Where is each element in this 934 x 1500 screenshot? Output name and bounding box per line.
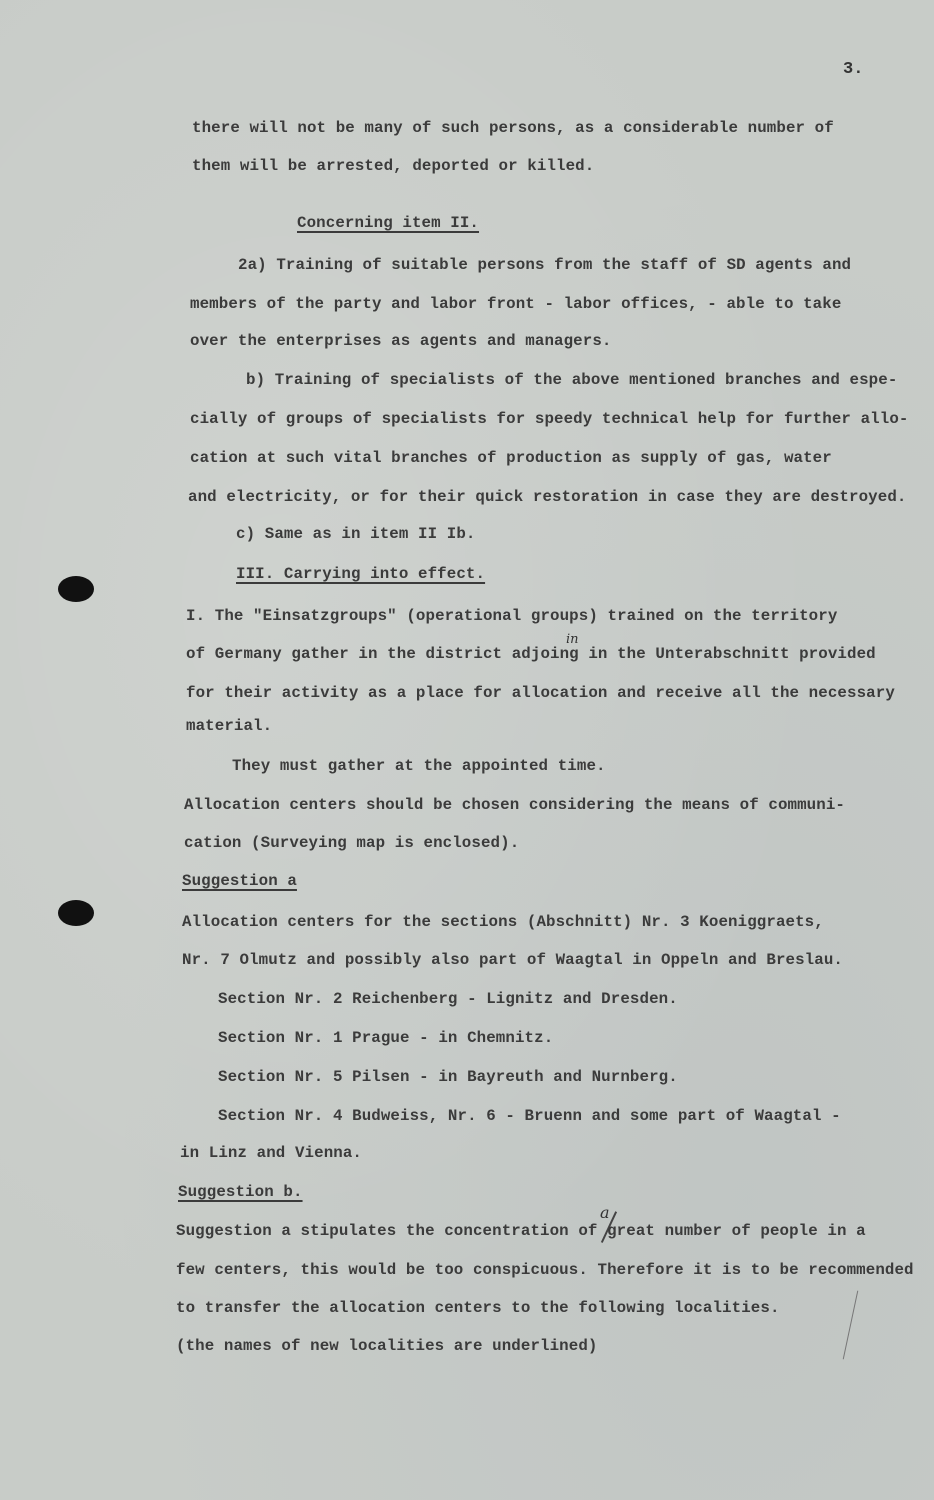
text-line: Suggestion a stipulates the concentration of great number of people in a (176, 1222, 866, 1240)
text-line: there will not be many of such persons, as a considerable number of (192, 119, 834, 137)
section-heading: Concerning item II. (297, 214, 480, 232)
text-line: few centers, this would be too conspicuous. Therefore it is to be recommended (176, 1261, 914, 1279)
handwritten-insert: in (566, 632, 579, 647)
text-line: cially of groups of specialists for speedy technical help for further allo- (190, 410, 909, 428)
text-line: Section Nr. 5 Pilsen - in Bayreuth and Nurnberg. (218, 1068, 678, 1086)
text-line: to transfer the allocation centers to the following localities. (176, 1299, 780, 1317)
text-line: (the names of new localities are underlined) (176, 1337, 598, 1355)
text-line: 2a) Training of suitable persons from the staff of SD agents and (238, 256, 852, 274)
text-line: in Linz and Vienna. (180, 1144, 363, 1162)
text-line: c) Same as in item II Ib. (236, 525, 476, 543)
text-line: Section Nr. 4 Budweiss, Nr. 6 - Bruenn and some part of Waagtal - (218, 1107, 841, 1125)
handwritten-insert: a (600, 1203, 610, 1222)
margin-pencil-line (843, 1291, 859, 1360)
text-line: them will be arrested, deported or killed. (192, 157, 595, 175)
page-number: 3. (843, 60, 864, 79)
text-line: of Germany gather in the district adjoing in the Unterabschnitt provided (186, 645, 876, 663)
text-line: members of the party and labor front - labor offices, - able to take (190, 295, 842, 313)
text-line: They must gather at the appointed time. (232, 757, 606, 775)
punch-hole (58, 576, 94, 602)
text-line: cation (Surveying map is enclosed). (184, 834, 520, 852)
text-line: Allocation centers should be chosen considering the means of communi- (184, 796, 845, 814)
text-line: cation at such vital branches of production as supply of gas, water (190, 449, 832, 467)
text-line: over the enterprises as agents and managers. (190, 332, 612, 350)
text-line: and electricity, or for their quick restoration in case they are destroyed. (188, 488, 907, 506)
text-line: Allocation centers for the sections (Abschnitt) Nr. 3 Koeniggraets, (182, 913, 824, 931)
text-line: for their activity as a place for allocation and receive all the necessary (186, 684, 895, 702)
section-heading: III. Carrying into effect. (236, 565, 486, 583)
subheading: Suggestion a (182, 872, 297, 890)
subheading: Suggestion b. (178, 1183, 303, 1201)
text-line: b) Training of specialists of the above mentioned branches and espe- (246, 371, 898, 389)
text-line: material. (186, 717, 273, 735)
text-line: I. The "Einsatzgroups" (operational groups) trained on the territory (186, 607, 838, 625)
text-line: Nr. 7 Olmutz and possibly also part of Waagtal in Oppeln and Breslau. (182, 951, 843, 969)
text-line: Section Nr. 1 Prague - in Chemnitz. (218, 1029, 554, 1047)
punch-hole (58, 900, 94, 926)
text-line: Section Nr. 2 Reichenberg - Lignitz and Dresden. (218, 990, 678, 1008)
